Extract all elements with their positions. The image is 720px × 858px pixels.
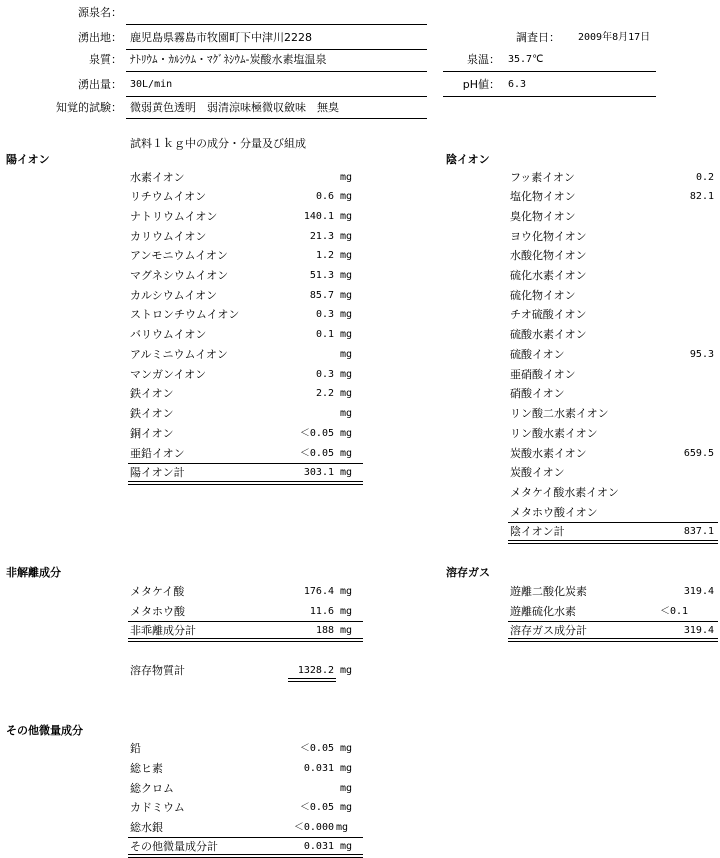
divider bbox=[126, 49, 427, 50]
cation-row-value: 0.3 bbox=[315, 309, 334, 320]
anion-section-title: 陰イオン bbox=[446, 153, 490, 166]
cation-row-unit: mg bbox=[340, 250, 353, 261]
anion-row-name: 水酸化物イオン bbox=[510, 249, 587, 262]
anion-row-value: 82.1 bbox=[689, 191, 714, 202]
temp-label: 泉温： bbox=[467, 53, 500, 66]
cation-row-value: 0.3 bbox=[315, 369, 334, 380]
anion-row-name: 炭酸水素イオン bbox=[510, 447, 587, 460]
cation-row-name: ストロンチウムイオン bbox=[130, 308, 240, 321]
cation-row-unit: mg bbox=[340, 231, 353, 242]
trace-row-name: カドミウム bbox=[130, 801, 185, 814]
cation-total-unit: mg bbox=[340, 467, 353, 478]
trace-row-unit: mg bbox=[340, 743, 353, 754]
cation-row-value: 140.1 bbox=[303, 211, 334, 222]
gas-row-name: 遊離二酸化炭素 bbox=[510, 585, 587, 598]
divider bbox=[126, 118, 427, 119]
cation-row-name: マグネシウムイオン bbox=[130, 269, 229, 282]
divider bbox=[508, 522, 718, 523]
trace-row-name: 総ヒ素 bbox=[130, 762, 163, 775]
anion-row-name: メタホウ酸イオン bbox=[510, 506, 598, 519]
anion-row-name: リン酸二水素イオン bbox=[510, 407, 609, 420]
cation-row-name: カルシウムイオン bbox=[130, 289, 218, 302]
anion-total-value: 837.1 bbox=[683, 526, 714, 537]
divider bbox=[126, 96, 427, 97]
cation-row-unit: mg bbox=[340, 191, 353, 202]
dissolved-total-label: 溶存物質計 bbox=[130, 664, 185, 677]
trace-row-unit: mg bbox=[340, 783, 353, 794]
cation-row-unit: mg bbox=[340, 270, 353, 281]
divider bbox=[128, 837, 363, 838]
nondissociated-row-unit: mg bbox=[340, 586, 353, 597]
source-name-label: 源泉名： bbox=[78, 6, 122, 19]
anion-total-label: 陰イオン計 bbox=[510, 525, 565, 538]
cation-row-unit: mg bbox=[340, 349, 353, 360]
cation-row-value: 21.3 bbox=[309, 231, 334, 242]
trace-total-value: 0.031 bbox=[303, 841, 334, 852]
trace-total-unit: mg bbox=[340, 841, 353, 852]
cation-row-name: 銅イオン bbox=[130, 427, 174, 440]
nondissociated-section-title: 非解離成分 bbox=[6, 566, 61, 579]
cation-row-name: カリウムイオン bbox=[130, 230, 207, 243]
trace-row-value: ＜0.05 bbox=[299, 743, 334, 754]
ph-label: pH値： bbox=[462, 78, 500, 91]
nondissociated-total-unit: mg bbox=[340, 625, 353, 636]
total-double-rule bbox=[288, 678, 336, 682]
location-value: 鹿児島県霧島市牧園町下中津川2228 bbox=[130, 31, 312, 44]
cation-row-name: リチウムイオン bbox=[130, 190, 207, 203]
sample-caption: 試料１ｋｇ中の成分・分量及び組成 bbox=[130, 137, 306, 150]
nondissociated-row-name: メタケイ酸 bbox=[130, 585, 185, 598]
cation-row-name: 水素イオン bbox=[130, 171, 185, 184]
divider bbox=[508, 621, 718, 622]
nondissociated-total-label: 非乖離成分計 bbox=[130, 624, 196, 637]
trace-row-name: 鉛 bbox=[130, 742, 141, 755]
flow-value: 30L/min bbox=[130, 79, 173, 90]
divider bbox=[443, 71, 656, 72]
anion-row-value: 659.5 bbox=[683, 448, 714, 459]
gas-row-value: ＜0.1 bbox=[660, 606, 689, 617]
total-double-rule bbox=[508, 540, 718, 544]
quality-value: ﾅﾄﾘｳﾑ・ｶﾙｼｳﾑ・ﾏｸﾞﾈｼｳﾑ-炭酸水素塩温泉 bbox=[130, 53, 327, 66]
divider bbox=[128, 463, 363, 464]
cation-row-unit: mg bbox=[340, 172, 353, 183]
cation-row-value: 51.3 bbox=[309, 270, 334, 281]
anion-row-name: 亜硝酸イオン bbox=[510, 368, 576, 381]
trace-row-unit: mg bbox=[340, 763, 353, 774]
trace-row-name: 総クロム bbox=[130, 782, 174, 795]
cation-row-name: バリウムイオン bbox=[130, 328, 207, 341]
divider bbox=[443, 96, 656, 97]
cation-row-name: 鉄イオン bbox=[130, 387, 174, 400]
trace-total-label: その他微量成分計 bbox=[130, 840, 218, 853]
cation-row-value: 2.2 bbox=[315, 388, 334, 399]
anion-row-name: 塩化物イオン bbox=[510, 190, 576, 203]
sensory-label: 知覚的試験： bbox=[56, 101, 122, 114]
cation-row-unit: mg bbox=[340, 428, 353, 439]
anion-row-name: 硫酸イオン bbox=[510, 348, 565, 361]
trace-row-value: 0.031 bbox=[303, 763, 334, 774]
cation-row-name: アンモニウムイオン bbox=[130, 249, 228, 262]
anion-row-value: 0.2 bbox=[695, 172, 714, 183]
trace-section-title: その他微量成分 bbox=[6, 724, 83, 737]
anion-row-name: 硫酸水素イオン bbox=[510, 328, 587, 341]
gas-row-value: 319.4 bbox=[683, 586, 714, 597]
trace-row-unit: mg bbox=[340, 802, 353, 813]
gas-row-name: 遊離硫化水素 bbox=[510, 605, 576, 618]
gas-total-value: 319.4 bbox=[683, 625, 714, 636]
cation-row-unit: mg bbox=[340, 408, 353, 419]
gas-section-title: 溶存ガス bbox=[446, 566, 490, 579]
total-double-rule bbox=[128, 854, 363, 858]
anion-row-name: 硝酸イオン bbox=[510, 387, 565, 400]
trace-row-unit: mg bbox=[336, 822, 349, 833]
cation-row-unit: mg bbox=[340, 290, 353, 301]
anion-row-value: 95.3 bbox=[689, 349, 714, 360]
divider bbox=[126, 71, 427, 72]
cation-row-unit: mg bbox=[340, 211, 353, 222]
cation-row-value: ＜0.05 bbox=[299, 448, 334, 459]
cation-total-label: 陽イオン計 bbox=[130, 466, 185, 479]
cation-row-value: 0.1 bbox=[315, 329, 334, 340]
dissolved-total-unit: mg bbox=[340, 665, 353, 676]
dissolved-total-value: 1328.2 bbox=[297, 665, 334, 676]
nondissociated-row-unit: mg bbox=[340, 606, 353, 617]
cation-total-value: 303.1 bbox=[303, 467, 334, 478]
location-label: 湧出地： bbox=[78, 31, 122, 44]
cation-row-value: 85.7 bbox=[309, 290, 334, 301]
cation-row-value: ＜0.05 bbox=[299, 428, 334, 439]
anion-row-name: ヨウ化物イオン bbox=[510, 230, 587, 243]
total-double-rule bbox=[128, 638, 363, 642]
cation-row-unit: mg bbox=[340, 329, 353, 340]
gas-total-label: 溶存ガス成分計 bbox=[510, 624, 587, 637]
survey-date-value: 2009年8月17日 bbox=[578, 32, 651, 43]
trace-row-value: ＜0.000 bbox=[293, 822, 334, 833]
nondissociated-row-value: 176.4 bbox=[303, 586, 334, 597]
anion-row-name: リン酸水素イオン bbox=[510, 427, 598, 440]
quality-label: 泉質： bbox=[89, 53, 122, 66]
anion-row-name: 臭化物イオン bbox=[510, 210, 576, 223]
temp-value: 35.7℃ bbox=[508, 54, 544, 65]
anion-row-name: 炭酸イオン bbox=[510, 466, 565, 479]
trace-row-value: ＜0.05 bbox=[299, 802, 334, 813]
divider bbox=[126, 24, 427, 25]
cation-row-name: アルミニウムイオン bbox=[130, 348, 228, 361]
anion-row-name: メタケイ酸水素イオン bbox=[510, 486, 619, 499]
cation-row-name: マンガンイオン bbox=[130, 368, 207, 381]
flow-label: 湧出量： bbox=[78, 78, 122, 91]
cation-row-unit: mg bbox=[340, 448, 353, 459]
nondissociated-row-name: メタホウ酸 bbox=[130, 605, 185, 618]
anion-row-name: チオ硫酸イオン bbox=[510, 308, 587, 321]
cation-row-unit: mg bbox=[340, 369, 353, 380]
cation-row-name: ナトリウムイオン bbox=[130, 210, 218, 223]
sensory-value: 微弱黄色透明 弱清涼味極微収斂味 無臭 bbox=[130, 101, 339, 114]
nondissociated-total-value: 188 bbox=[315, 625, 334, 636]
cation-row-name: 亜鉛イオン bbox=[130, 447, 185, 460]
cation-row-unit: mg bbox=[340, 388, 353, 399]
total-double-rule bbox=[128, 481, 363, 485]
cation-section-title: 陽イオン bbox=[6, 153, 50, 166]
cation-row-value: 1.2 bbox=[315, 250, 334, 261]
divider bbox=[128, 621, 363, 622]
trace-row-name: 総水銀 bbox=[130, 821, 163, 834]
survey-date-label: 調査日： bbox=[516, 31, 560, 44]
ph-value: 6.3 bbox=[508, 79, 527, 90]
cation-row-value: 0.6 bbox=[315, 191, 334, 202]
cation-row-name: 鉄イオン bbox=[130, 407, 174, 420]
cation-row-unit: mg bbox=[340, 309, 353, 320]
total-double-rule bbox=[508, 638, 718, 642]
anion-row-name: 硫化水素イオン bbox=[510, 269, 587, 282]
nondissociated-row-value: 11.6 bbox=[309, 606, 334, 617]
anion-row-name: フッ素イオン bbox=[510, 171, 575, 184]
anion-row-name: 硫化物イオン bbox=[510, 289, 576, 302]
